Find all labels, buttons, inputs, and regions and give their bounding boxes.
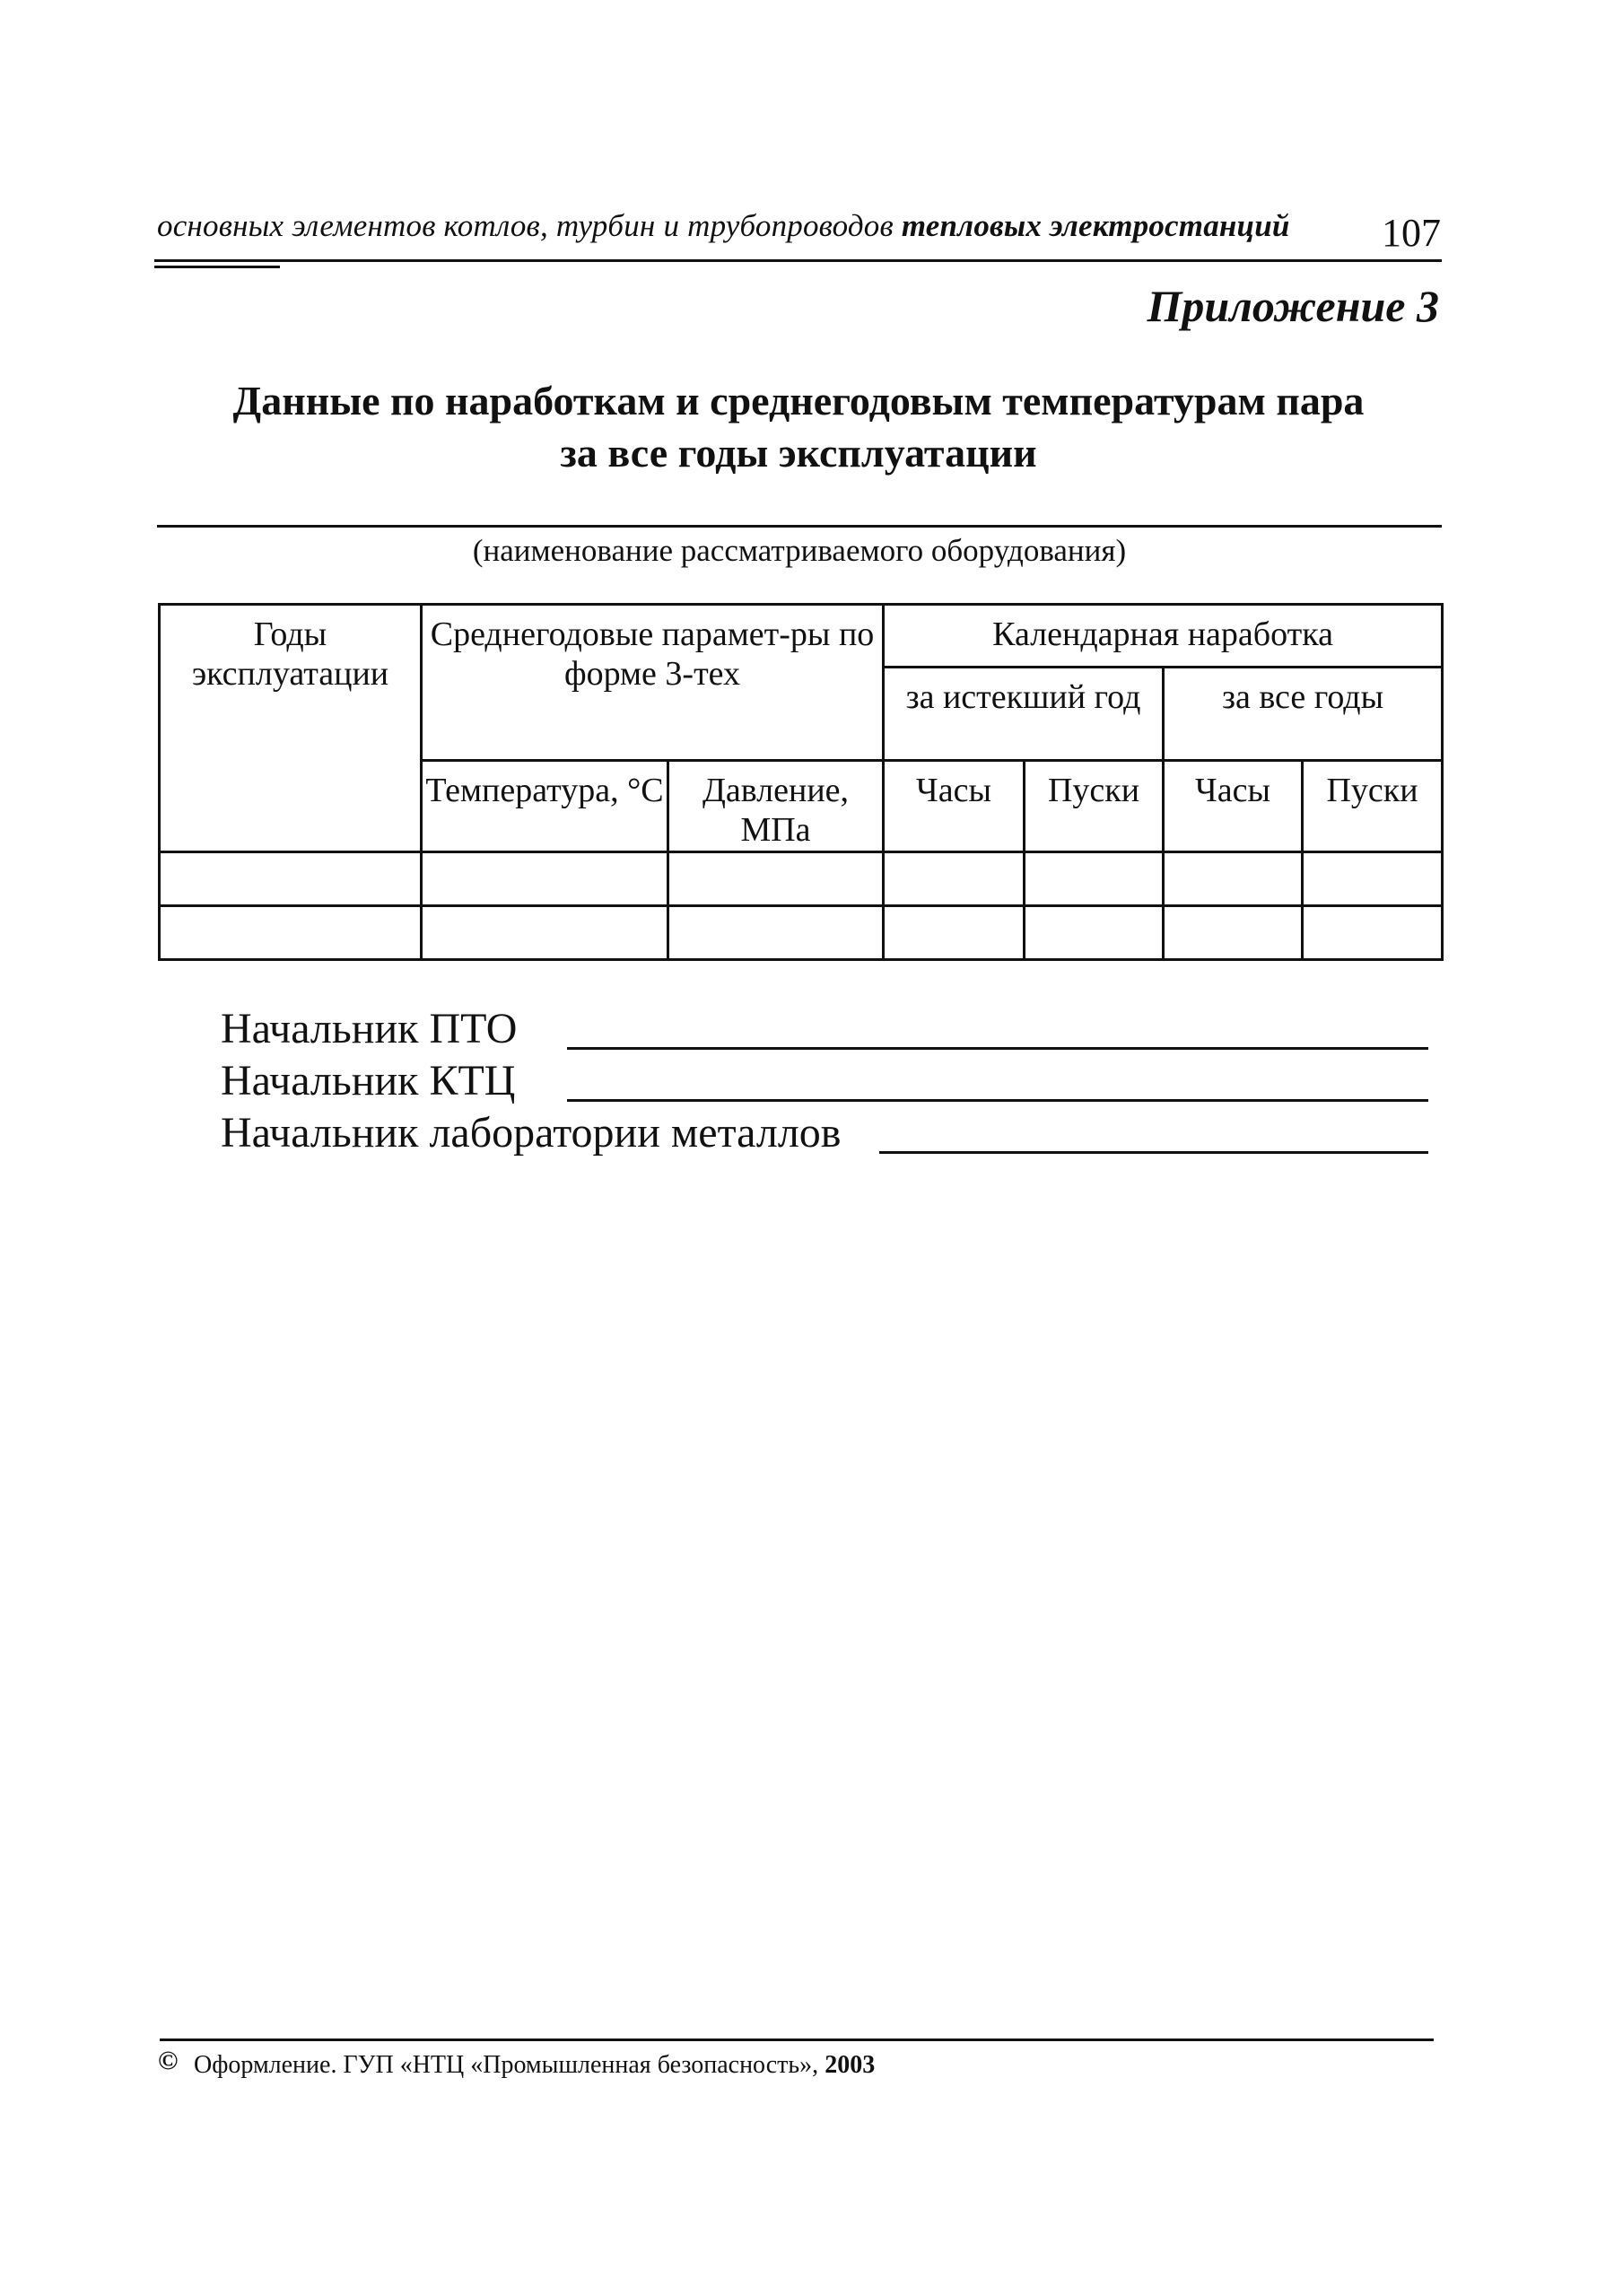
- title-line-1: Данные по наработкам и среднегодовым температурам пара: [232, 378, 1365, 423]
- operating-data-table: [158, 603, 1444, 961]
- header-rule-short: [154, 266, 280, 268]
- table-cell[interactable]: [1025, 906, 1164, 960]
- signature-label-ktc: Начальник КТЦ: [221, 1057, 516, 1104]
- signature-line-ktc[interactable]: [567, 1099, 1428, 1102]
- copyright-icon: ©: [158, 2046, 179, 2075]
- running-header-text: основных элементов котлов, турбин и трубопроводов: [157, 208, 902, 243]
- signature-label-lab: Начальник лаборатории металлов: [221, 1109, 842, 1157]
- table-cell[interactable]: [1303, 906, 1443, 960]
- copyright-text: [194, 2051, 875, 2080]
- header-hours-past: Часы: [884, 761, 1025, 852]
- header-temperature: Температура, °С: [422, 761, 668, 852]
- equipment-name-caption: (наименование рассматриваемого оборудования): [472, 533, 1127, 568]
- header-pressure: Давление, МПа: [668, 761, 884, 852]
- table-cell[interactable]: [884, 906, 1025, 960]
- header-starts-past: Пуски: [1025, 761, 1164, 852]
- header-past-year: за истекший год: [884, 668, 1164, 761]
- table-row: [160, 906, 1443, 960]
- header-all-years: за все годы: [1164, 668, 1443, 761]
- table-cell[interactable]: [160, 852, 422, 906]
- table-cell[interactable]: [1303, 852, 1443, 906]
- signature-line-pto[interactable]: [567, 1047, 1428, 1050]
- table-cell[interactable]: [1025, 852, 1164, 906]
- header-calendar-runtime: Календарная наработка: [884, 605, 1443, 668]
- table-cell[interactable]: [1164, 852, 1303, 906]
- signature-label-pto: Начальник ПТО: [221, 1005, 518, 1052]
- header-years: Годы эксплуатации: [160, 605, 422, 852]
- appendix-label: Приложение 3: [1147, 281, 1439, 331]
- copyright-year: 2003: [825, 2051, 876, 2079]
- header-avg-params: Среднегодовые парамет-ры по форме 3-тех: [422, 605, 884, 761]
- running-header: [157, 208, 1346, 244]
- header-rule: [154, 259, 1442, 262]
- running-header-bold: тепловых электростанций: [901, 208, 1290, 243]
- table-cell[interactable]: [160, 906, 422, 960]
- table-cell[interactable]: [668, 852, 884, 906]
- header-hours-all: Часы: [1164, 761, 1303, 852]
- table-cell[interactable]: [422, 852, 668, 906]
- table-cell[interactable]: [1164, 906, 1303, 960]
- copyright-body: Оформление. ГУП «НТЦ «Промышленная безопасность»,: [194, 2051, 825, 2079]
- page-number: 107: [1382, 211, 1441, 255]
- header-starts-all: Пуски: [1303, 761, 1443, 852]
- table-cell[interactable]: [422, 906, 668, 960]
- footer-rule: [160, 2038, 1434, 2041]
- table-cell[interactable]: [668, 906, 884, 960]
- table-row: [160, 852, 1443, 906]
- document-title: [179, 375, 1418, 479]
- table-cell[interactable]: [884, 852, 1025, 906]
- equipment-name-line: [157, 525, 1442, 528]
- title-line-2: за все годы эксплуатации: [560, 430, 1037, 476]
- signature-line-lab[interactable]: [879, 1151, 1428, 1154]
